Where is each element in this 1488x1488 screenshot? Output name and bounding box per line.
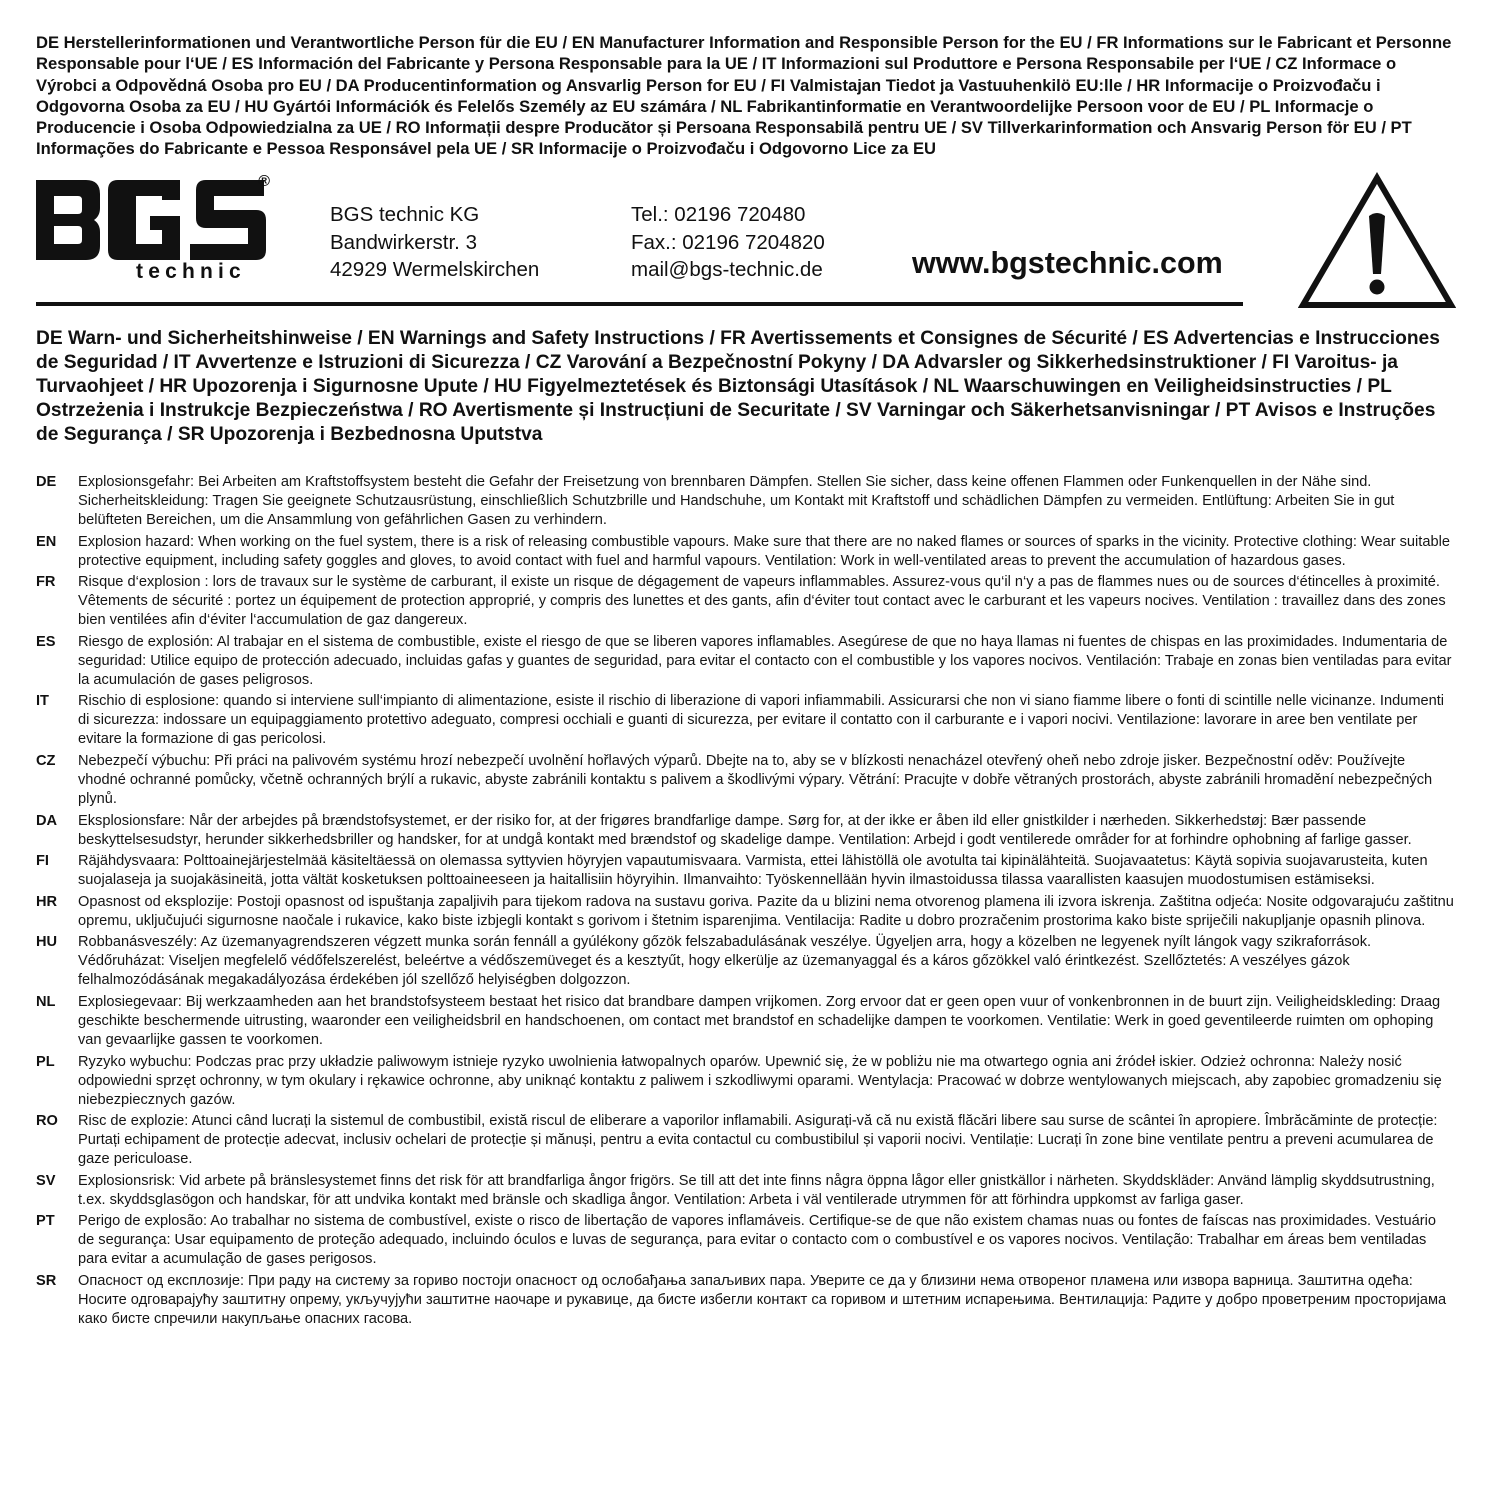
language-code: DA [36,812,58,829]
company-name: BGS technic KG [330,203,480,226]
entry-text: Risc de explozie: Atunci când lucrați la sistemul de combustibil, există riscul de eliberare a vaporilor inflamabili. Asigurați-vă că nu există flăcări libere sau surse de scântei în apropiere. Îmbrăcăminte de protecție: Purtați echipament de protecție adecvat, inclusiv ochelari de protecție și mănuși, pentru a evita contactul cu combustibilul și vaporii nocivi. Ventilație: Lucrați în zone bine ventilate pentru a preveni acumularea de gaze periculoase. [78,1113,1438,1168]
entry-en [36,533,1456,571]
entry-fi [36,852,1456,890]
entry-de [36,473,1456,530]
entry-text: Eksplosionsfare: Når der arbejdes på brændstofsystemet, er der risiko for, at der frigøres brandfarlige dampe. Sørg for, at der ikke er åben ild eller gnistkilder i nærheden. Sikkerhedstøj: Bær passende beskyttelsesudstyr, herunder sikkerhedsbriller og handsker, for at undgå kontakt med brændstof og skadelige dampe. Ventilation: Arbejd i godt ventilerede områder for at forhindre ophobning af farlige gasser. [78,812,1412,848]
fax-number: Fax.: 02196 7204820 [631,230,825,254]
entry-da [36,812,1456,850]
bgs-technic-logo [34,170,274,282]
company-contact [631,201,825,284]
language-code: FI [36,853,49,870]
email-address: mail@bgs-technic.de [631,258,823,281]
entry-hr [36,893,1456,931]
language-code: PT [36,1213,55,1230]
language-code: DE [36,474,57,490]
header-divider [36,302,1243,306]
website-url: www.bgstechnic.com [912,246,1223,280]
entry-sr [36,1272,1456,1329]
company-address [330,201,539,284]
language-code: CZ [36,752,56,769]
language-code: RO [36,1113,58,1130]
entry-text: Perigo de explosão: Ao trabalhar no sistema de combustível, existe o risco de libertação de vapores inflamáveis. Certifique-se de que não existem chamas nuas ou fontes de faíscas nas proximidades. Vestuário de segurança: Usar equipamento de proteção adequado, incluindo óculos e luvas de segurança, para evitar o contacto com o combustível e os vapores nocivos. Ventilação: Trabalhar em áreas bem ventiladas para evitar a acumulação de gases perigosos. [78,1213,1436,1268]
entry-text: Räjähdysvaara: Polttoainejärjestelmää käsiteltäessä on olemassa syttyvien höyryjen vapautumisvaara. Varmista, ettei lähistöllä ole avotulta tai kipinälähteitä. Suojavaatetus: Käytä sopivia suojavarusteita, kuten suojalaseja ja suojakäsineitä, jotta vältät kosketuksen polttoaineeseen ja haitallisiin höyryihin. Ilmanvaihto: Työskennellään hyvin ilmastoidussa tilassa vaarallisten kaasujen muodostumisen estämiseksi. [78,853,1428,889]
entry-text: Rischio di esplosione: quando si interviene sull‘impianto di alimentazione, esiste il rischio di liberazione di vapori infiammabili. Assicurarsi che non vi siano fiamme libere o fonti di scintille nelle vicinanze. Indumenti di sicurezza: indossare un equipaggiamento protettivo adeguato, compresi occhiali e guanti di sicurezza, per evitare il contatto con il carburante e i vapori nocivi. Ventilazione: lavorare in aree ben ventilate per evitare la formazione di gas pericolosi. [78,693,1445,748]
entry-hu [36,933,1456,990]
language-code: HR [36,893,58,910]
language-code: PL [36,1053,55,1070]
entry-text: Explosion hazard: When working on the fuel system, there is a risk of releasing combustible vapours. Make sure that there are no naked flames or sources of sparks in the vicinity. Protective clothing: Wear suitable protective equipment, including safety goggles and gloves, to avoid contact with fuel and harmful vapours. Ventilation: Work in well-ventilated areas to prevent the accumulation of hazardous gases. [78,533,1450,569]
warning-triangle-exclamation-icon [1298,172,1456,310]
manufacturer-info-heading: DE Herstellerinformationen und Verantwortliche Person für die EU / EN Manufacturer Information and Responsible Person for the EU / FR Informations sur le Fabricant et Personne Responsable pour l‘UE / ES Información del Fabricante y Persona Responsable para la UE / IT Informazioni sul Produttore e Persona Responsabile per l‘UE / CZ Informace o Výrobci a Odpovědná Osoba pro EU / DA Producentinformation og Ansvarlig Person for EU / FI Valmistajan Tiedot ja Vastuuhenkilö EU:lle / HR Informacije o Proizvođaču i Odgovorna Osoba za EU / HU Gyártói Információk és Felelős Személy az EU számára / NL Fabrikantinformatie en Verantwoordelijke Persoon voor de EU / PL Informacje o Producencie i Osoba Odpowiedzialna za UE / RO Informații despre Producător și Persoana Responsabilă pentru UE / SV Tillverkarinformation och Ansvarig Person för EU / PT Informações do Fabricante e Pessoa Responsável pela UE / SR Informacije o Proizvođaču i Odgovorno Lice za EU [36,33,1452,159]
phone-number: Tel.: 02196 720480 [631,203,806,226]
entry-text: Explosionsgefahr: Bei Arbeiten am Kraftstoffsystem besteht die Gefahr der Freisetzung von brennbaren Dämpfen. Stellen Sie sicher, dass keine offenen Flammen oder Funkenquellen in der Nähe sind. Sicherheitskleidung: Tragen Sie geeignete Schutzausrüstung, einschließlich Schutzbrille und Handschuhe, um Kontakt mit Kraftstoff und schädlichen Dämpfen zu vermeiden. Entlüftung: Arbeiten Sie in gut belüfteten Bereichen, um die Ansammlung von gefährlichen Gasen zu verhindern. [78,474,1395,528]
logo-subtext: technic [136,260,246,282]
entry-cz [36,752,1456,809]
entry-pt [36,1212,1456,1269]
registered-mark: ® [258,173,270,190]
entry-text: Explosiegevaar: Bij werkzaamheden aan het brandstofsysteem bestaat het risico dat brandbare dampen vrijkomen. Zorg ervoor dat er geen open vuur of vonkenbronnen in de buurt zijn. Veiligheidskleding: Draag geschikte beschermende uitrusting, waaronder een veiligheidsbril en handschoenen, om contact met brandstof en schadelijke dampen te voorkomen. Ventilatie: Werk in goed geventileerde ruimten om ophoping van gevaarlijke gassen te voorkomen. [78,993,1441,1048]
entry-it [36,692,1456,749]
bgs-logo-graphic [34,170,274,282]
language-code: SR [36,1272,57,1289]
entry-text: Riesgo de explosión: Al trabajar en el sistema de combustible, existe el riesgo de que se liberen vapores inflamables. Asegúrese de que no haya llamas ni fuentes de chispas en las proximidades. Indumentaria de seguridad: Utilice equipo de protección adecuado, incluidas gafas y guantes de seguridad, para evitar el contacto con el combustible y los vapores nocivos. Ventilación: Trabaje en zonas bien ventiladas para evitar la acumulación de gases peligrosos. [78,633,1452,688]
entry-pl [36,1053,1456,1110]
entry-text: Explosionsrisk: Vid arbete på bränslesystemet finns det risk för att brandfarliga ångor frigörs. Se till att det inte finns några öppna lågor eller gnistkällor i närheten. Skyddskläder: Använd lämplig skyddsutrustning, t.ex. skyddsglasögon och handskar, för att undvika kontakt med bränsle och skadliga ångor. Ventilation: Arbeta i väl ventilerade utrymmen för att förhindra uppkomst av farliga gaser. [78,1172,1435,1208]
entry-text: Ryzyko wybuchu: Podczas prac przy układzie paliwowym istnieje ryzyko uwolnienia łatwopalnych oparów. Upewnić się, że w pobliżu nie ma otwartego ognia ani źródeł iskier. Odzież ochronna: Należy nosić odpowiedni sprzęt ochronny, w tym okulary i rękawice ochronne, aby uniknąć kontaktu z paliwem i szkodliwymi oparami. Wentylacja: Pracować w dobrze wentylowanych miejscach, aby zapobiec gromadzeniu się niebezpiecznych gazów. [78,1053,1442,1108]
language-code: ES [36,633,56,650]
entry-text: Robbanásveszély: Az üzemanyagrendszeren végzett munka során fennáll a gyúlékony gőzök felszabadulásának veszélye. Ügyeljen arra, hogy a közelben ne legyenek nyílt lángok vagy szikraforrások. Védőruházat: Viseljen megfelelő védőfelszerelést, beleértve a védőszemüveget és a kesztyűt, hogy elkerülje az üzemanyaggal és a káros gőzökkel való érintkezést. Szellőztetés: A veszélyes gázok felhalmozódásának megakadályozása érdekében jól szellőző helyiségben dolgozzon. [78,934,1372,989]
entry-es [36,633,1456,690]
safety-instructions-heading: DE Warn- und Sicherheitshinweise / EN Warnings and Safety Instructions / FR Avertissements et Consignes de Sécurité / ES Advertencias e Instrucciones de Seguridad / IT Avvertenze e Istruzioni di Sicurezza / CZ Varování a Bezpečnostní Pokyny / DA Advarsler og Sikkerhedsinstruktioner / FI Varoitus- ja Turvaohjeet / HR Upozorenja i Sigurnosne Upute / HU Figyelmeztetések és Biztonsági Utasítások / NL Waarschuwingen en Veiligheidsinstructies / PL Ostrzeżenia i Instrukcje Bezpieczeństwa / RO Avertismente și Instrucțiuni de Securitate / SV Varningar och Säkerhetsanvisningar / PT Avisos e Instruções de Segurança / SR Upozorenja i Bezbednosna Uputstva [36,328,1440,445]
language-code: SV [36,1172,56,1189]
language-code: IT [36,693,49,710]
language-code: NL [36,993,56,1010]
entry-text: Nebezpečí výbuchu: Při práci na palivovém systému hrozí nebezpečí uvolnění hořlavých výparů. Dbejte na to, aby se v blízkosti nenacházel otevřený oheň nebo zdroje jisker. Bezpečnostní oděv: Používejte vhodné ochranné pomůcky, včetně ochranných brýlí a rukavic, abyste zabránili kontaktu s palivem a škodlivými výpary. Větrání: Pracujte v dobře větraných prostorách, abyste zabránili hromadění nebezpečných plynů. [78,752,1433,807]
entry-text: Risque d‘explosion : lors de travaux sur le système de carburant, il existe un risque de dégagement de vapeurs inflammables. Assurez-vous qu‘il n‘y a pas de flammes nues ou de sources d‘étincelles à proximité. Vêtements de sécurité : portez un équipement de protection approprié, y compris des lunettes et des gants, afin d‘éviter tout contact avec le carburant et les vapeurs nocives. Ventilation : travaillez dans des zones bien ventilées afin d‘éviter l‘accumulation de gaz dangereux. [78,574,1446,629]
company-city: 42929 Wermelskirchen [330,258,540,281]
entry-ro [36,1112,1456,1169]
language-code: FR [36,574,56,591]
company-street: Bandwirkerstr. 3 [330,230,477,254]
entry-nl [36,993,1456,1050]
safety-entries [36,473,1456,1332]
language-code: HU [36,934,58,951]
entry-fr [36,573,1456,630]
entry-text: Опасност од експлозије: При раду на систему за гориво постоји опасност од ослобађања запаљивих пара. Уверите се да у близини нема отвореног пламена или извора варница. Заштитна одећа: Носите одговарајућу заштитну опрему, укључујући заштитне наочаре и рукавице, да бисте избегли контакт са горивом и штетним испарењима. Вентилација: Радите у добро проветреним просторијама како бисте спречили накупљање опасних гасова. [78,1272,1447,1327]
entry-sv [36,1172,1456,1210]
language-code: EN [36,533,57,550]
entry-text: Opasnost od eksplozije: Postoji opasnost od ispuštanja zapaljivih para tijekom radova na sustavu goriva. Pazite da u blizini nema otvorenog plamena ili izvora iskrenja. Zaštitna odjeća: Nosite odgovarajuću zaštitnu opremu, uključujući sigurnosne naočale i rukavice, kako biste izbjegli kontakt s gorivom i štetnim isparenjima. Ventilacija: Radite u dobro prozračenim prostorima kako biste spriječili nakupljanje opasnih plinova. [78,893,1454,929]
